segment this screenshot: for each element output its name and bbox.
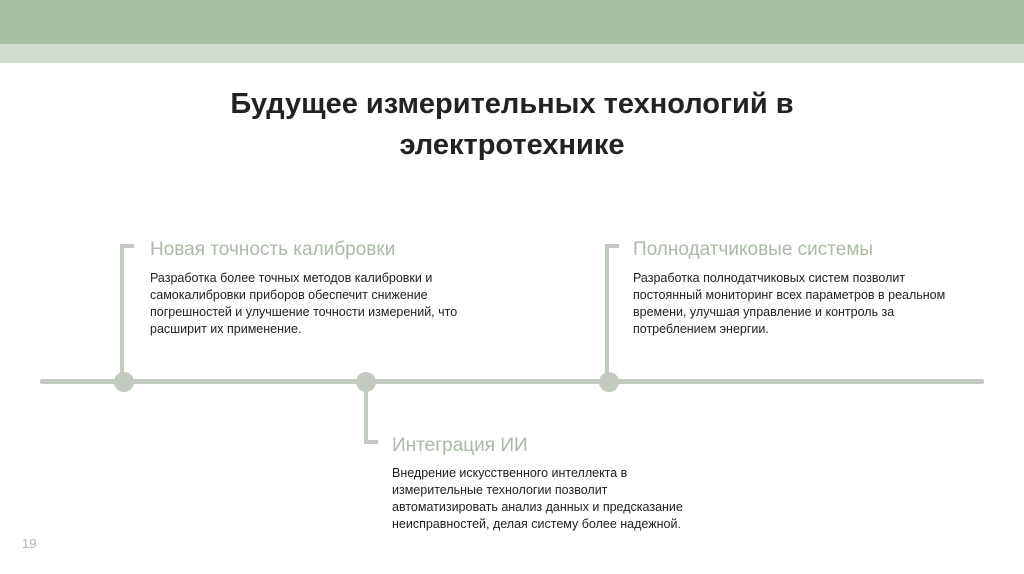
item-2-connector <box>364 382 368 444</box>
item-3-heading: Полнодатчиковые системы <box>633 239 874 260</box>
item-1-heading: Новая точность калибровки <box>150 239 396 260</box>
item-3-description <box>633 270 945 338</box>
item-1-description <box>150 270 457 338</box>
item-2-heading: Интеграция ИИ <box>392 435 528 456</box>
slide-title <box>112 84 912 166</box>
item-2-bracket <box>364 440 378 444</box>
item-3-line: Разработка полнодатчиковых систем позволит <box>633 271 906 285</box>
item-3-line: времени, улучшая управление и контроль за <box>633 305 895 319</box>
item-3-line: постоянный мониторинг всех параметров в реальном <box>633 288 946 302</box>
item-3-line: потреблением энергии. <box>633 322 769 336</box>
item-2-description <box>392 465 683 533</box>
item-1-line: Разработка более точных методов калибровки и <box>150 271 433 285</box>
timeline-dot-1 <box>114 372 134 392</box>
item-2-line: автоматизировать анализ данных и предсказание <box>392 500 683 514</box>
page-number: 19 <box>22 536 37 551</box>
item-1-line: самокалибровки приборов обеспечит снижение <box>150 288 428 302</box>
item-2-line: измерительные технологии позволит <box>392 483 608 497</box>
item-1-connector <box>120 244 124 381</box>
item-2-line: Внедрение искусственного интеллекта в <box>392 466 628 480</box>
header-band-light <box>0 44 1024 63</box>
item-2-line: неисправностей, делая систему более надежной. <box>392 517 681 531</box>
item-3-connector <box>605 244 609 381</box>
header-band <box>0 0 1024 44</box>
timeline-line <box>40 379 984 384</box>
item-1-line: погрешностей и улучшение точности измерений, что <box>150 305 458 319</box>
title-line-2: электротехнике <box>399 129 625 161</box>
item-1-bracket <box>120 244 134 248</box>
item-3-bracket <box>605 244 619 248</box>
item-1-line: расширит их применение. <box>150 322 302 336</box>
title-line-1: Будущее измерительных технологий в <box>230 88 794 120</box>
timeline-dot-3 <box>599 372 619 392</box>
